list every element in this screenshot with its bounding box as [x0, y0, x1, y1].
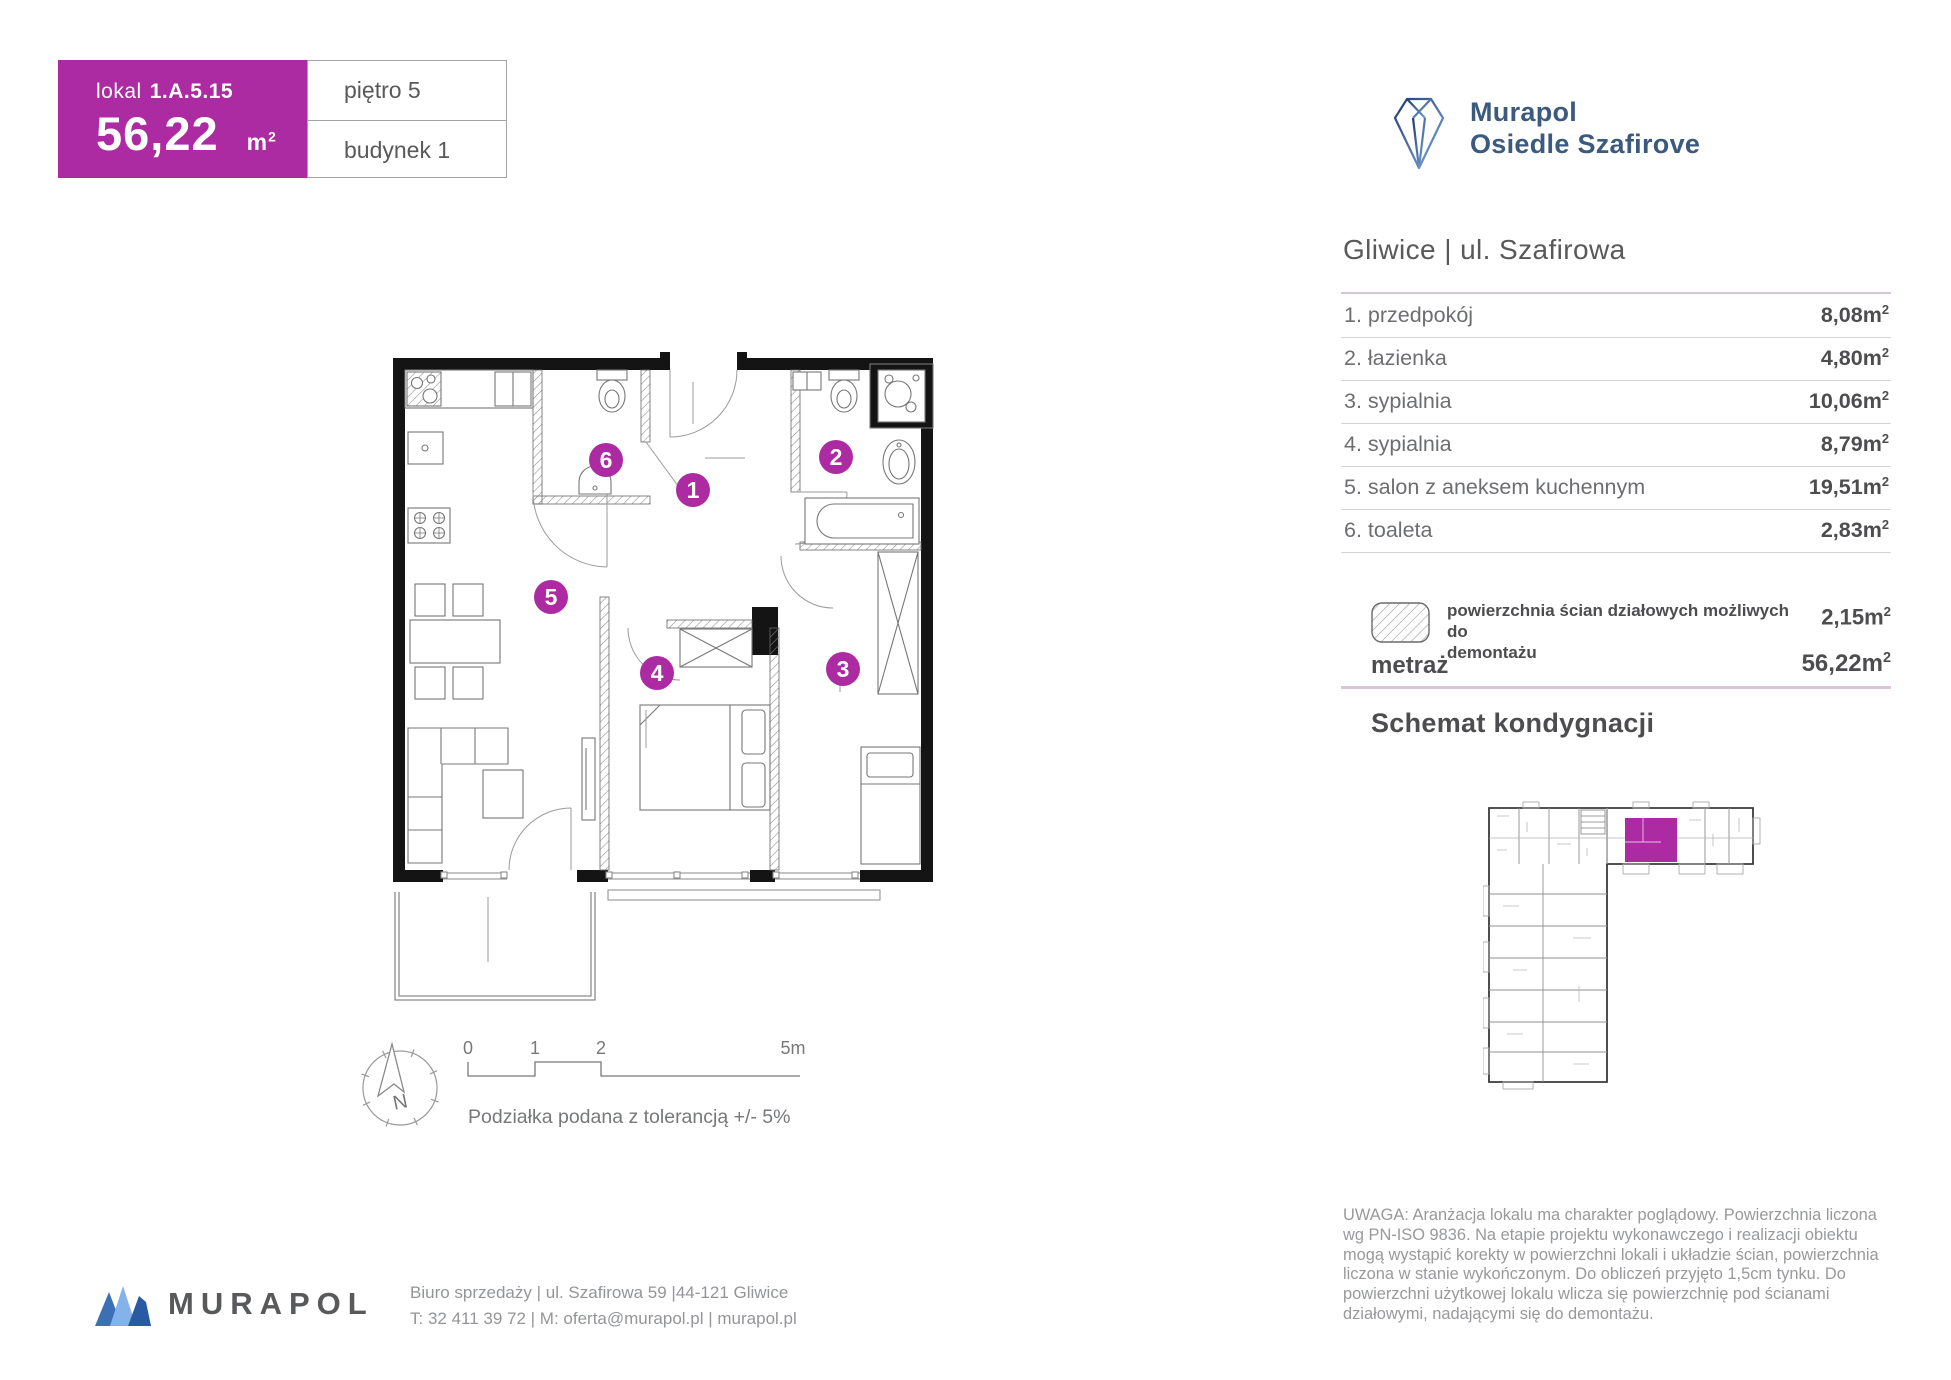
building-label: budynek 1 — [308, 120, 506, 179]
scale-bar — [455, 1038, 815, 1088]
room-label: 1. przedpokój — [1344, 303, 1474, 327]
total-value: $56,22m^2$ — [1801, 650, 1891, 677]
unit-area-line: 56,22 $m^2$ — [96, 107, 277, 160]
total-rule — [1341, 686, 1891, 689]
unit-area-value: 56,22 — [96, 107, 219, 160]
unit-number-line — [96, 80, 307, 104]
room-value: 10,06 — [1808, 389, 1863, 413]
furniture — [405, 364, 933, 864]
footer-contact — [410, 1280, 797, 1332]
svg-text:0: 0 — [462, 1038, 474, 1058]
table-row: 3. sypialnia $10,06m^2$ — [1341, 380, 1891, 424]
room-value: 2,83 — [1820, 518, 1863, 542]
lokal-number: 1.A.5.15 — [149, 80, 234, 103]
floor-building-badge — [307, 60, 507, 178]
windows — [441, 872, 860, 879]
north-label: N — [390, 1090, 410, 1115]
svg-text:1: 1 — [529, 1038, 541, 1058]
legend-text: powierzchnia ścian działowych możliwych do demontażu — [1447, 601, 1789, 662]
floor-label: piętro 5 — [344, 77, 421, 103]
room-label: 6. toaleta — [1344, 518, 1433, 542]
murapol-logo-icon — [95, 1280, 153, 1326]
room-value: 8,08 — [1820, 303, 1863, 327]
svg-text:5: 5 — [544, 584, 558, 610]
room-label: 4. sypialnia — [1344, 432, 1452, 456]
lokal-label: lokal — [96, 80, 142, 103]
room-label: 3. sypialnia — [1344, 389, 1452, 413]
diamond-logo-icon — [1387, 92, 1451, 174]
room-label: 5. salon z aneksem kuchennym — [1344, 475, 1646, 499]
svg-text:5m: 5m — [780, 1038, 806, 1058]
table-row: 5. salon z aneksem kuchennym $19,51m^2$ — [1341, 466, 1891, 510]
brand-name — [1470, 96, 1700, 160]
table-row: 4. sypialnia $8,79m^2$ — [1341, 423, 1891, 467]
brand-line1: Murapol — [1470, 97, 1578, 127]
svg-text:1: 1 — [686, 477, 700, 503]
room-value: 19,51 — [1808, 475, 1863, 499]
room-label: 2. łazienka — [1344, 346, 1447, 370]
unit-badge — [58, 60, 307, 178]
balcony — [395, 890, 880, 1000]
table-row: 2. łazienka $4,80m^2$ — [1341, 337, 1891, 381]
svg-text:6: 6 — [599, 447, 613, 473]
room-value: 8,79 — [1820, 432, 1863, 456]
footer-brand-name: MURAPOL — [168, 1286, 374, 1321]
floor-plan — [393, 352, 938, 1012]
footer-address-line1: Biuro sprzedaży | ul. Szafirowa 59 |44-121 Gliwice — [410, 1283, 789, 1302]
highlighted-unit — [1625, 818, 1677, 862]
building-schematic — [1483, 798, 1761, 1090]
footer-address-line2: T: 32 411 39 72 | M: oferta@murapol.pl | murapol.pl — [410, 1309, 797, 1328]
schematic-title: Schemat kondygnacji — [1371, 708, 1655, 738]
location-title: Gliwice | ul. Szafirowa — [1343, 234, 1626, 265]
room-value: 4,80 — [1820, 346, 1863, 370]
legend-value: $2,15m^2$ — [1821, 604, 1891, 630]
scale-caption: Podziałka podana z tolerancją +/- 5% — [468, 1106, 791, 1128]
disclaimer-text: UWAGA: Aranżacja lokalu ma charakter poglądowy. Powierzchnia liczona wg PN-ISO 9836. Na etapie projektu wykonawczego i realizacji obiektu mogą wystąpić korekty w powierzchni lokali i układzie ścian, powierzchnia liczona w stanie wykończonym. Do obliczeń przyjęto 1,5cm tynku. Do powierzchni użytkowej lokalu wlicza się powierzchnię pod ścianami działowymi, nadającymi się do demontażu. — [1343, 1206, 1879, 1323]
table-row: 6. toaleta $2,83m^2$ — [1341, 509, 1891, 553]
compass-icon — [348, 1032, 458, 1132]
svg-text:2: 2 — [595, 1038, 607, 1058]
hatched-swatch-icon — [1371, 602, 1431, 644]
brand-line2: Osiedle Szafirove — [1470, 129, 1701, 159]
table-row: 1. przedpokój $8,08m^2$ — [1341, 294, 1891, 338]
svg-text:4: 4 — [650, 660, 664, 686]
total-label: metraż — [1371, 652, 1449, 679]
svg-text:2: 2 — [829, 444, 843, 470]
svg-text:3: 3 — [836, 656, 850, 682]
